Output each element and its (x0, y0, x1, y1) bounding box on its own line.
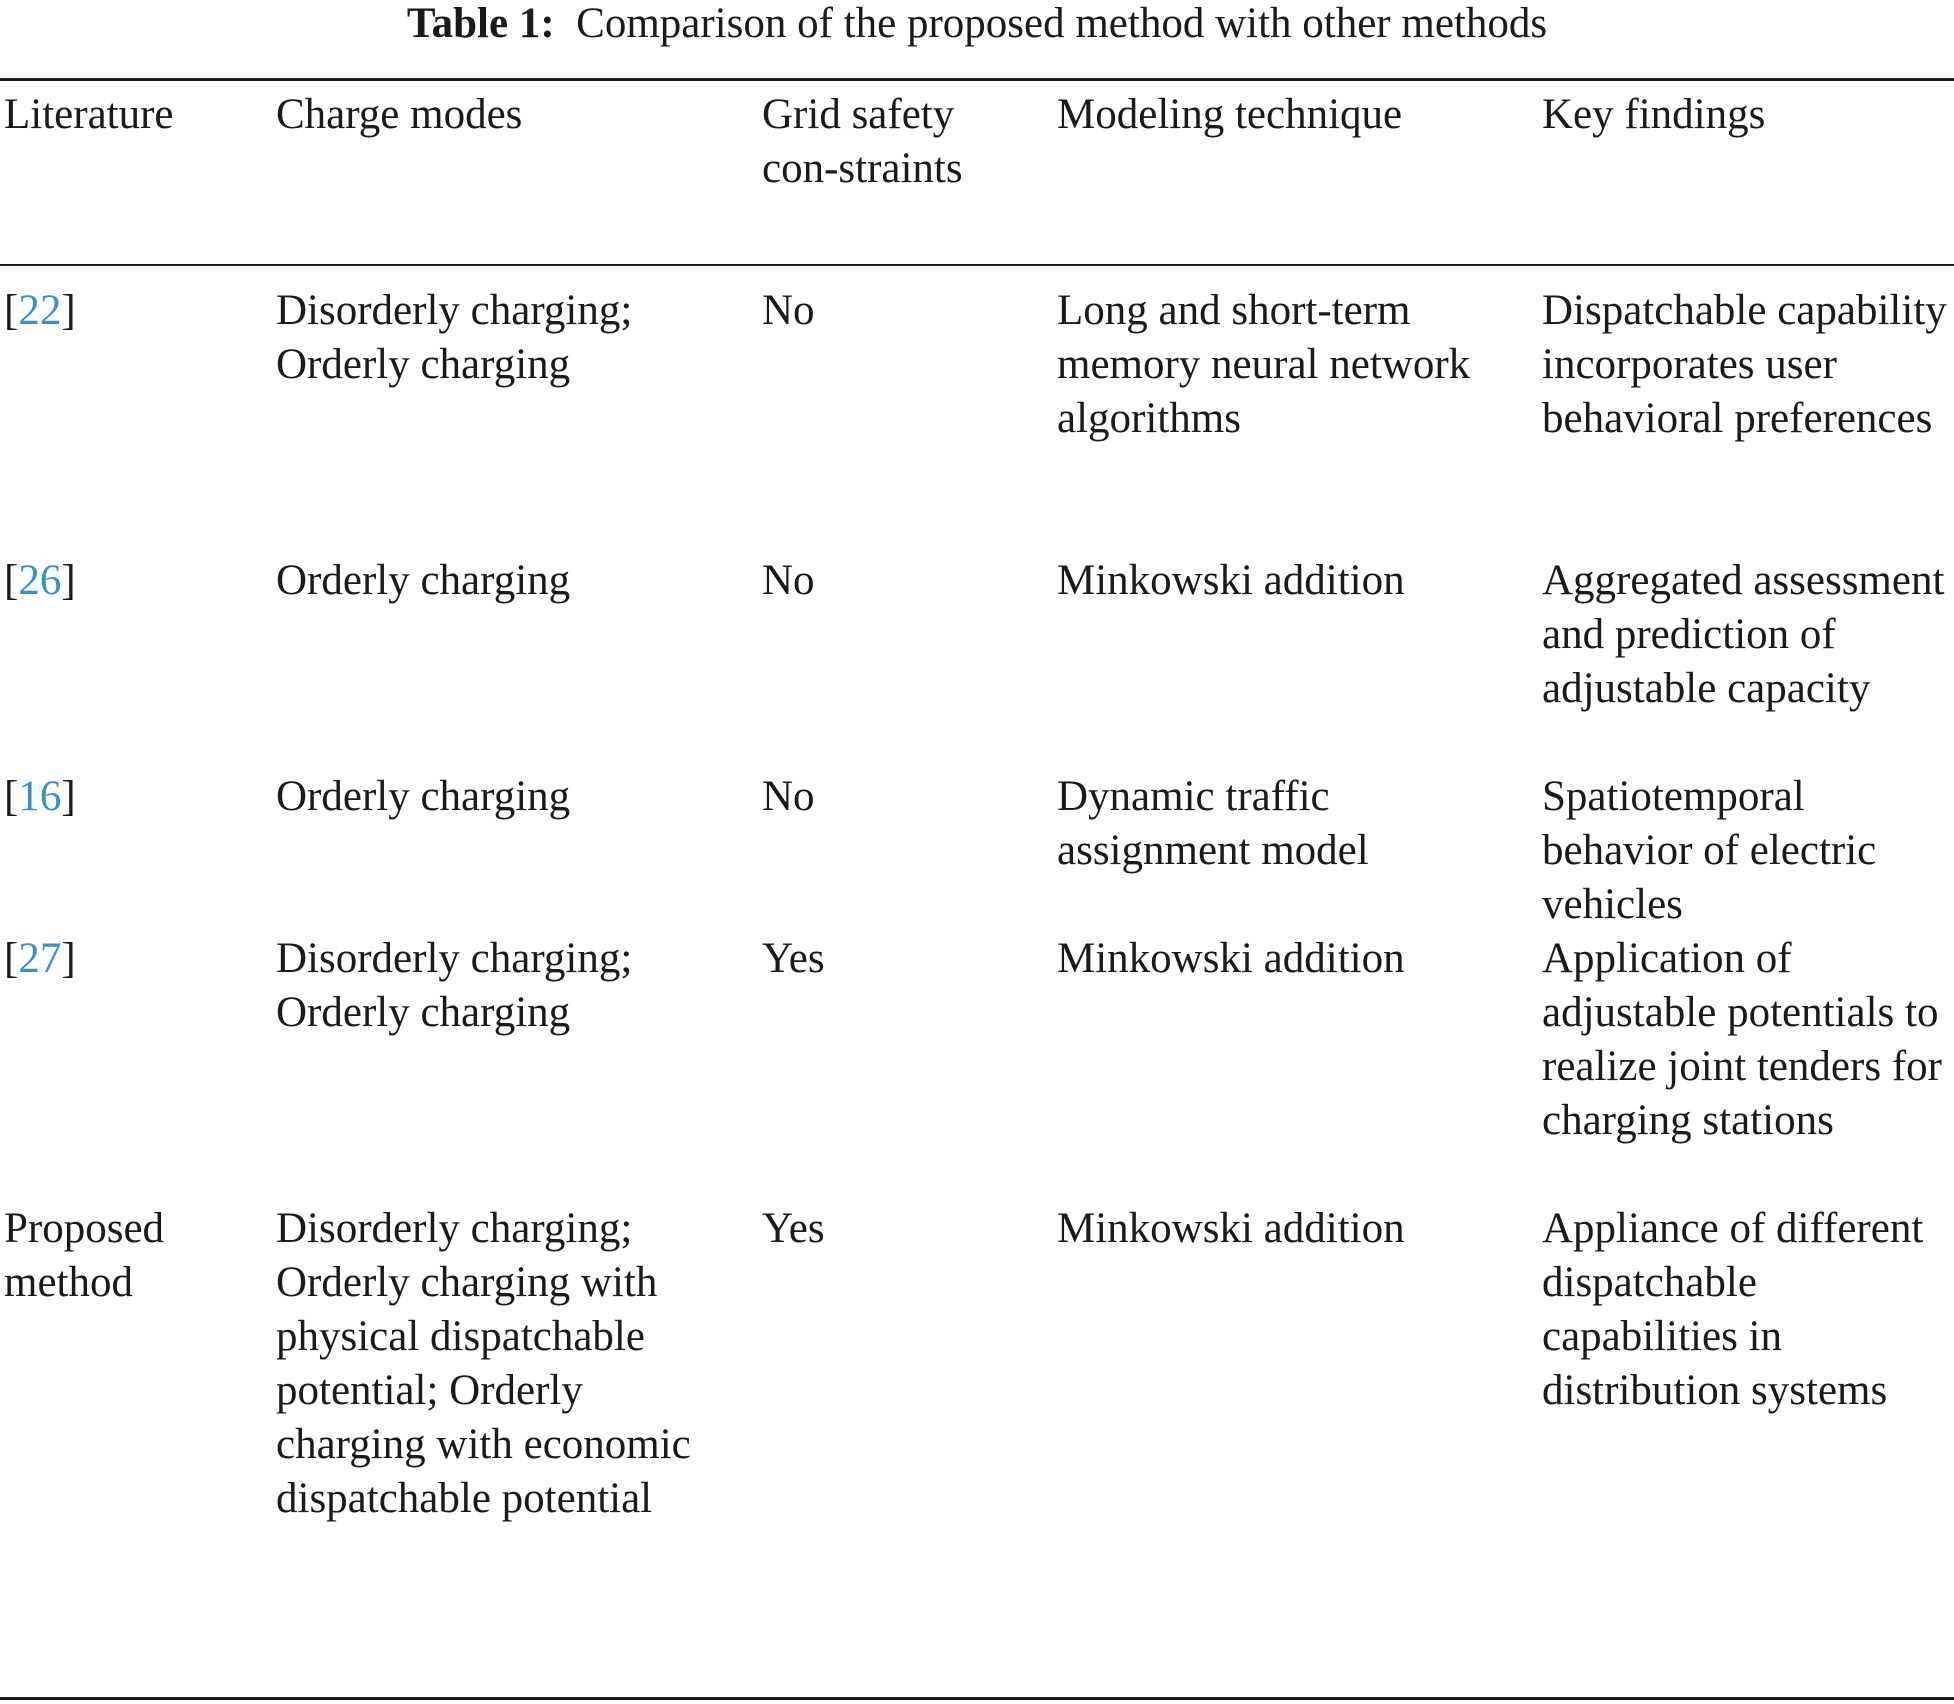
table-header-rule (0, 264, 1954, 266)
table-row-modeling: Minkowski addition (1057, 557, 1405, 604)
table-row-literature[interactable]: [26] (4, 557, 76, 604)
citation-link[interactable]: 16 (18, 773, 62, 820)
header-grid-safety: Grid safety con-straints (762, 91, 963, 192)
table-row-grid-safety: No (762, 287, 815, 334)
citation-link[interactable]: 22 (18, 287, 62, 334)
table-row-charge-modes: Orderly charging (276, 557, 571, 604)
table-row-findings: Application of adjustable potentials to realize joint tenders for charging stations (1542, 935, 1942, 1144)
table-row-grid-safety: Yes (762, 1205, 825, 1252)
header-literature: Literature (4, 91, 174, 138)
table-row-literature[interactable]: [27] (4, 935, 76, 982)
table-caption-text: Comparison of the proposed method with other methods (576, 0, 1548, 47)
header-key-findings: Key findings (1542, 91, 1766, 138)
table-row-modeling: Minkowski addition (1057, 1205, 1405, 1252)
table-top-rule (0, 78, 1954, 81)
table-row-charge-modes: Orderly charging (276, 773, 571, 820)
table-row-literature[interactable]: [16] (4, 773, 76, 820)
table-row-literature[interactable]: [22] (4, 287, 76, 334)
table-row-findings: Aggregated assessment and prediction of adjustable capacity (1542, 557, 1945, 712)
citation-link[interactable]: 27 (18, 935, 62, 982)
table-row-grid-safety: No (762, 773, 815, 820)
table-row-modeling: Minkowski addition (1057, 935, 1405, 982)
table-row-grid-safety: No (762, 557, 815, 604)
table-row-modeling: Long and short-term memory neural network algorithms (1057, 287, 1471, 442)
table-row-charge-modes: Disorderly charging; Orderly charging with physical dispatchable potential; Orderly charging with economic dispatchable potential (276, 1205, 691, 1522)
table-row-charge-modes: Disorderly charging; Orderly charging (276, 935, 633, 1036)
table-caption-label: Table 1: (406, 0, 555, 47)
table-row-charge-modes: Disorderly charging; Orderly charging (276, 287, 633, 388)
table-row-grid-safety: Yes (762, 935, 825, 982)
table-row-literature: Proposed method (4, 1205, 165, 1306)
table-caption (0, 0, 1954, 48)
table-row-modeling: Dynamic traffic assignment model (1057, 773, 1369, 874)
table-row-findings: Dispatchable capability incorporates user behavioral preferences (1542, 287, 1947, 442)
table-row-findings: Spatiotemporal behavior of electric vehicles (1542, 773, 1877, 928)
table-row-findings: Appliance of different dispatchable capabilities in distribution systems (1542, 1205, 1924, 1414)
citation-link[interactable]: 26 (18, 557, 62, 604)
header-charge-modes: Charge modes (276, 91, 523, 138)
table-bottom-rule (0, 1697, 1954, 1700)
header-modeling-technique: Modeling technique (1057, 91, 1403, 138)
